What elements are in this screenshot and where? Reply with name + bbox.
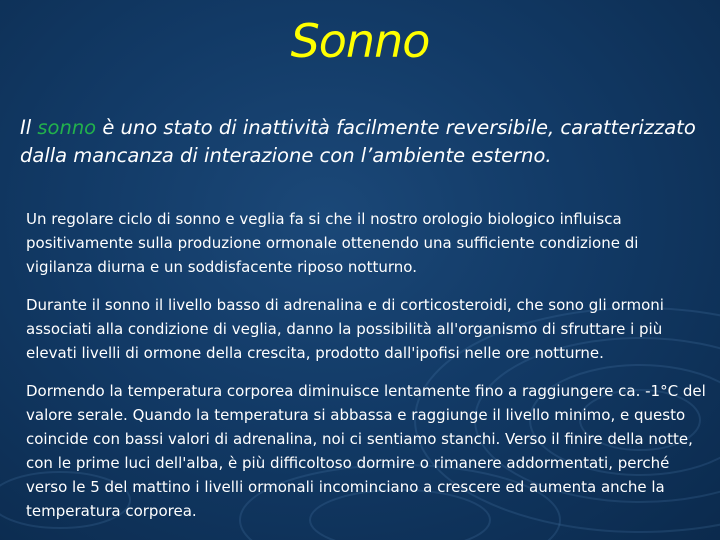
paragraph-body-temperature: Dormendo la temperatura corporea diminuisce lentamente fino a raggiungere ca. -1°C del valore serale. Quando la temperatura si abbassa e raggiunge il livello minimo, e questo coincide con bassi valori di adrenalina, noi ci sentiamo stanchi. Verso il finire della notte, con le prime luci dell'alba, è più difficoltoso dormire o rimanere addormentati, perché verso le 5 del mattino i livelli ormonali incominciano a crescere ed aumenta anche la temperatura corporea. — [26, 382, 706, 520]
intro-text-before: Il — [20, 116, 38, 139]
intro-text-after: è uno stato di inattività facilmente reversibile, caratterizzato dalla mancanza di interazione con l’ambiente esterno. — [20, 116, 696, 167]
intro-definition — [20, 114, 710, 170]
paragraph-hormones: Durante il sonno il livello basso di adrenalina e di corticosteroidi, che sono gli ormoni associati alla condizione di veglia, danno la possibilità all'organismo di sfruttare i più elevati livelli di ormone della crescita, prodotto dall'ipofisi nelle ore notturne. — [26, 296, 664, 362]
slide-title: Sonno — [290, 14, 430, 68]
intro-highlight-word: sonno — [37, 116, 97, 139]
paragraph-sleep-cycle: Un regolare ciclo di sonno e veglia fa si che il nostro orologio biologico influisca positivamente sulla produzione ormonale ottenendo una sufficiente condizione di vigilanza diurna e un soddisfacente riposo notturno. — [26, 210, 639, 276]
